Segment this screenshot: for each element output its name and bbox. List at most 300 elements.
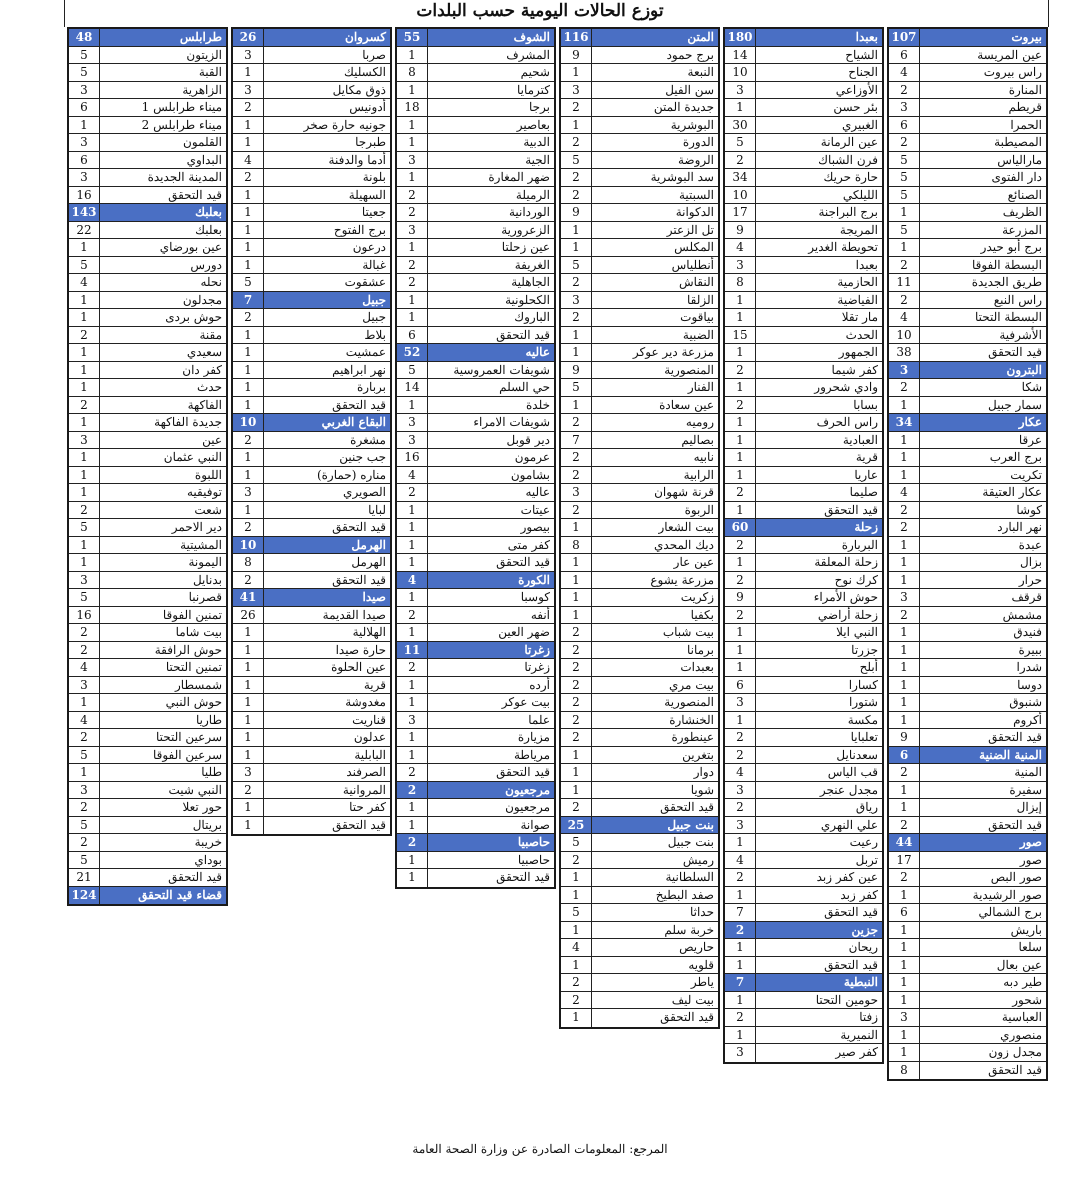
district-header-row [397, 572, 554, 590]
town-row [233, 449, 390, 467]
district-name: جزين [755, 922, 882, 939]
town-row [725, 764, 882, 782]
case-count: 1 [244, 730, 252, 744]
town-name: حومين التحتا [755, 992, 882, 1009]
town-name: شعت [99, 502, 226, 519]
town-name: حوش الرافقة [99, 642, 226, 659]
case-count: 2 [736, 485, 744, 499]
town-name: حداثا [591, 904, 718, 921]
case-count: 1 [244, 695, 252, 709]
town-row [69, 239, 226, 257]
town-row [725, 432, 882, 450]
case-count: 1 [900, 432, 908, 447]
town-row [889, 887, 1046, 905]
town-name: صربا [263, 47, 390, 64]
town-name: السهيلة [263, 187, 390, 204]
case-count: 2 [900, 292, 908, 307]
case-count: 1 [408, 397, 416, 412]
town-row [889, 1062, 1046, 1080]
town-row [397, 484, 554, 502]
town-name: تربل [755, 852, 882, 869]
case-count: 1 [244, 222, 252, 237]
town-name: برجا [427, 99, 554, 116]
case-count: 2 [572, 467, 580, 482]
town-name: عاريا [755, 467, 882, 484]
case-count: 2 [572, 992, 580, 1007]
district-header-row [725, 519, 882, 537]
case-count: 5 [572, 152, 580, 167]
town-row [725, 309, 882, 327]
town-name: العباسية [919, 1009, 1046, 1026]
town-row [889, 117, 1046, 135]
case-count: 1 [408, 502, 416, 517]
town-name: قرقف [919, 589, 1046, 606]
town-row [889, 677, 1046, 695]
town-row [397, 817, 554, 835]
town-name: كفر متى [427, 537, 554, 554]
case-count: 2 [736, 152, 744, 167]
town-name: ديك المحدي [591, 537, 718, 554]
town-name: جعيتا [263, 204, 390, 221]
town-row [397, 327, 554, 345]
district-name: صور [919, 834, 1046, 851]
town-row [233, 607, 390, 625]
case-count: 1 [900, 695, 908, 709]
town-row [69, 169, 226, 187]
case-count: 1 [572, 922, 580, 937]
town-name: راس النبع [919, 292, 1046, 309]
town-name: توفيقيه [99, 484, 226, 501]
town-row [725, 817, 882, 835]
town-row [889, 519, 1046, 537]
town-row [561, 449, 718, 467]
district-total: 3 [899, 362, 909, 377]
town-name: خلدة [427, 397, 554, 414]
town-row [397, 82, 554, 100]
town-name: بربارة [263, 379, 390, 396]
town-row [69, 344, 226, 362]
case-count: 1 [572, 870, 580, 884]
town-row [889, 799, 1046, 817]
town-row [561, 414, 718, 432]
town-row [397, 187, 554, 205]
town-name: الوردانية [427, 204, 554, 221]
town-row [561, 554, 718, 572]
case-count: 1 [408, 82, 416, 97]
town-row [233, 47, 390, 65]
town-name: بلاط [263, 327, 390, 344]
town-name: بئر حسن [755, 99, 882, 116]
town-row [561, 659, 718, 677]
town-row [889, 309, 1046, 327]
district-name: المتن [591, 29, 718, 46]
town-name: جونيه حارة صخر [263, 117, 390, 134]
town-name: برج البراجنة [755, 204, 882, 221]
town-row [233, 467, 390, 485]
town-name: بيصور [427, 519, 554, 536]
district-header-row [69, 204, 226, 222]
town-name: دير الاحمر [99, 519, 226, 536]
town-name: جزرتا [755, 642, 882, 659]
town-row [889, 1027, 1046, 1045]
case-count: 6 [80, 100, 88, 114]
town-name: كفر دان [99, 362, 226, 379]
town-row [69, 99, 226, 117]
town-row [889, 134, 1046, 152]
case-count: 2 [80, 800, 88, 814]
case-count: 1 [572, 397, 580, 412]
district-total: 48 [75, 30, 93, 44]
case-count: 4 [900, 310, 908, 324]
town-row [889, 694, 1046, 712]
town-name: المنصورية [591, 362, 718, 379]
town-name: مجدل زون [919, 1044, 1046, 1061]
case-count: 4 [80, 712, 88, 727]
district-column [67, 27, 228, 906]
case-count: 1 [408, 310, 416, 324]
town-name: فنيدق [919, 624, 1046, 641]
town-row [561, 362, 718, 380]
case-count: 2 [572, 100, 580, 114]
case-count: 3 [408, 222, 416, 237]
district-name: صيدا [263, 589, 390, 606]
town-name: أرده [427, 677, 554, 694]
town-row [69, 677, 226, 695]
case-count: 2 [572, 677, 580, 692]
case-count: 5 [572, 835, 580, 849]
case-count: 3 [408, 415, 416, 429]
district-name: الهرمل [263, 537, 390, 554]
town-name: اللبوة [99, 467, 226, 484]
town-name: حي السلم [427, 379, 554, 396]
case-count: 2 [572, 310, 580, 324]
case-count: 11 [896, 275, 912, 289]
town-row [233, 397, 390, 415]
town-row [233, 554, 390, 572]
town-row [397, 362, 554, 380]
town-row [725, 642, 882, 660]
town-row [889, 939, 1046, 957]
town-row [397, 117, 554, 135]
town-name: تمنين الفوقا [99, 607, 226, 624]
case-count: 8 [244, 555, 252, 569]
town-row [725, 414, 882, 432]
town-name: عرمون [427, 449, 554, 466]
town-row [725, 204, 882, 222]
case-count: 2 [900, 765, 908, 779]
town-name: سن الفيل [591, 82, 718, 99]
town-row [69, 449, 226, 467]
town-row [233, 677, 390, 695]
town-row [233, 82, 390, 100]
town-name: كترمايا [427, 82, 554, 99]
town-row [69, 764, 226, 782]
district-header-row [725, 922, 882, 940]
town-name: ذوق مكايل [263, 82, 390, 99]
town-row [725, 852, 882, 870]
town-name: قرية [755, 449, 882, 466]
town-name: الأشرفية [919, 327, 1046, 344]
town-row [69, 309, 226, 327]
town-row [725, 117, 882, 135]
town-name: سرعين التحتا [99, 729, 226, 746]
town-name: حارة صيدا [263, 642, 390, 659]
town-row [725, 712, 882, 730]
case-count: 4 [244, 152, 252, 167]
town-name: القبة [99, 64, 226, 81]
town-row [397, 397, 554, 415]
town-row [69, 642, 226, 660]
case-count: 2 [736, 1010, 744, 1024]
case-count: 1 [900, 537, 908, 552]
case-count: 1 [736, 432, 744, 447]
case-count: 1 [900, 625, 908, 639]
case-count: 2 [244, 170, 252, 184]
town-row [561, 327, 718, 345]
town-name: ببيرة [919, 642, 1046, 659]
case-count: 5 [80, 852, 88, 867]
town-name: مارالياس [919, 152, 1046, 169]
case-count: 1 [900, 922, 908, 937]
town-row [69, 484, 226, 502]
town-row [889, 274, 1046, 292]
town-name: بياقوت [591, 309, 718, 326]
town-name: طليا [99, 764, 226, 781]
town-name: الزيتون [99, 47, 226, 64]
town-name: عين كفر زبد [755, 869, 882, 886]
town-name: نحله [99, 274, 226, 291]
case-count: 2 [80, 327, 88, 342]
town-name: عين [99, 432, 226, 449]
case-count: 16 [76, 607, 92, 622]
town-row [561, 117, 718, 135]
case-count: 1 [736, 940, 744, 954]
district-header-row [397, 29, 554, 47]
town-name: حوش بردى [99, 309, 226, 326]
town-row [69, 747, 226, 765]
town-name: برج الشمالي [919, 904, 1046, 921]
town-name: سعدنايل [755, 747, 882, 764]
town-name: عبدة [919, 537, 1046, 554]
case-count: 2 [900, 520, 908, 534]
case-count: 2 [408, 205, 416, 219]
town-name: قيد التحقق [755, 957, 882, 974]
town-name: ريحان [755, 939, 882, 956]
town-row [889, 922, 1046, 940]
town-row [561, 257, 718, 275]
town-name: بصاليم [591, 432, 718, 449]
case-count: 1 [80, 310, 88, 324]
town-row [397, 502, 554, 520]
town-row [397, 729, 554, 747]
town-name: الهلالية [263, 624, 390, 641]
town-name: قيد التحقق [263, 817, 390, 835]
case-count: 1 [572, 782, 580, 797]
town-row [561, 624, 718, 642]
town-name: برج العرب [919, 449, 1046, 466]
town-name: فرن الشباك [755, 152, 882, 169]
town-name: الظريف [919, 204, 1046, 221]
case-count: 1 [244, 625, 252, 639]
town-name: بتغرين [591, 747, 718, 764]
district-name: بنت جبيل [591, 817, 718, 834]
case-count: 2 [572, 450, 580, 464]
district-column [559, 27, 720, 1029]
town-name: بدنايل [99, 572, 226, 589]
district-total: 10 [239, 415, 257, 429]
town-name: زفتا [755, 1009, 882, 1026]
case-count: 1 [900, 572, 908, 587]
case-count: 1 [900, 800, 908, 814]
town-name: ضهر المغارة [427, 169, 554, 186]
case-count: 3 [244, 765, 252, 779]
town-row [889, 152, 1046, 170]
town-name: الدكوانة [591, 204, 718, 221]
town-name: درعون [263, 239, 390, 256]
town-name: عيتات [427, 502, 554, 519]
town-row [889, 1044, 1046, 1062]
case-count: 17 [732, 205, 748, 219]
town-row [889, 187, 1046, 205]
case-count: 2 [244, 432, 252, 447]
case-count: 1 [736, 450, 744, 464]
district-header-row [889, 362, 1046, 380]
case-count: 1 [244, 362, 252, 377]
town-name: زحلة المعلقة [755, 554, 882, 571]
town-name: بيت الشعار [591, 519, 718, 536]
town-row [889, 47, 1046, 65]
case-count: 9 [900, 730, 908, 744]
town-row [397, 309, 554, 327]
town-row [233, 642, 390, 660]
town-row [725, 677, 882, 695]
town-row [561, 747, 718, 765]
town-name: حوش النبي [99, 694, 226, 711]
case-count: 14 [404, 380, 420, 394]
case-count: 2 [408, 765, 416, 779]
town-name: دير قوبل [427, 432, 554, 449]
town-row [889, 484, 1046, 502]
case-count: 3 [80, 82, 88, 97]
town-row [561, 134, 718, 152]
town-name: مشمش [919, 607, 1046, 624]
district-name: بعبدا [755, 29, 882, 46]
town-row [397, 169, 554, 187]
town-name: الجمهور [755, 344, 882, 361]
case-count: 1 [900, 677, 908, 692]
town-row [233, 187, 390, 205]
town-row [561, 869, 718, 887]
case-count: 2 [244, 572, 252, 587]
case-count: 34 [732, 170, 748, 184]
frame-line [64, 0, 65, 27]
town-name: الزلقا [591, 292, 718, 309]
town-row [889, 449, 1046, 467]
town-name: الجناح [755, 64, 882, 81]
town-name: النميرية [755, 1027, 882, 1044]
case-count: 1 [80, 345, 88, 359]
case-count: 2 [408, 187, 416, 202]
town-row [397, 64, 554, 82]
district-name: جبيل [263, 292, 390, 309]
town-name: شنبوق [919, 694, 1046, 711]
town-name: البربارة [755, 537, 882, 554]
town-name: بكفيا [591, 607, 718, 624]
case-count: 1 [244, 65, 252, 79]
town-row [561, 432, 718, 450]
town-name: بعبدا [755, 257, 882, 274]
town-row [233, 764, 390, 782]
case-count: 1 [900, 887, 908, 902]
case-count: 2 [80, 397, 88, 412]
case-count: 5 [900, 170, 908, 184]
case-count: 1 [736, 835, 744, 849]
town-name: الرميلة [427, 187, 554, 204]
town-row [233, 327, 390, 345]
town-name: الجية [427, 152, 554, 169]
town-row [233, 659, 390, 677]
case-count: 5 [572, 380, 580, 394]
town-name: جبيل [263, 309, 390, 326]
case-count: 9 [736, 590, 744, 604]
case-count: 1 [408, 817, 416, 832]
town-row [725, 1027, 882, 1045]
case-count: 14 [732, 47, 748, 62]
town-row [397, 467, 554, 485]
case-count: 1 [80, 362, 88, 377]
case-count: 1 [244, 397, 252, 412]
case-count: 1 [736, 467, 744, 482]
town-name: أدونيس [263, 99, 390, 116]
town-row [561, 484, 718, 502]
town-name: الدورة [591, 134, 718, 151]
town-row [69, 712, 226, 730]
case-count: 4 [900, 485, 908, 499]
case-count: 22 [76, 222, 92, 237]
town-row [889, 904, 1046, 922]
town-row [889, 344, 1046, 362]
town-name: قيد التحقق [427, 764, 554, 781]
case-count: 3 [408, 712, 416, 727]
town-name: طاريا [99, 712, 226, 729]
case-count: 3 [900, 100, 908, 114]
case-count: 9 [572, 47, 580, 62]
case-count: 4 [80, 275, 88, 289]
town-name: تمنين التحتا [99, 659, 226, 676]
town-name: برج حمود [591, 47, 718, 64]
town-row [561, 292, 718, 310]
town-row [69, 117, 226, 135]
town-row [889, 659, 1046, 677]
case-count: 2 [572, 642, 580, 657]
town-name: البسطة الفوقا [919, 257, 1046, 274]
town-name: صفد البطيخ [591, 887, 718, 904]
case-count: 1 [244, 502, 252, 517]
case-count: 1 [736, 345, 744, 359]
town-name: الدبية [427, 134, 554, 151]
case-count: 3 [408, 432, 416, 447]
case-count: 2 [572, 712, 580, 727]
town-row [69, 589, 226, 607]
town-name: شدرا [919, 659, 1046, 676]
town-name: بنت جبيل [591, 834, 718, 851]
town-name: شحيم [427, 64, 554, 81]
town-row [889, 957, 1046, 975]
town-row [397, 222, 554, 240]
town-row [725, 957, 882, 975]
town-name: المنصورية [591, 694, 718, 711]
case-count: 5 [80, 747, 88, 762]
